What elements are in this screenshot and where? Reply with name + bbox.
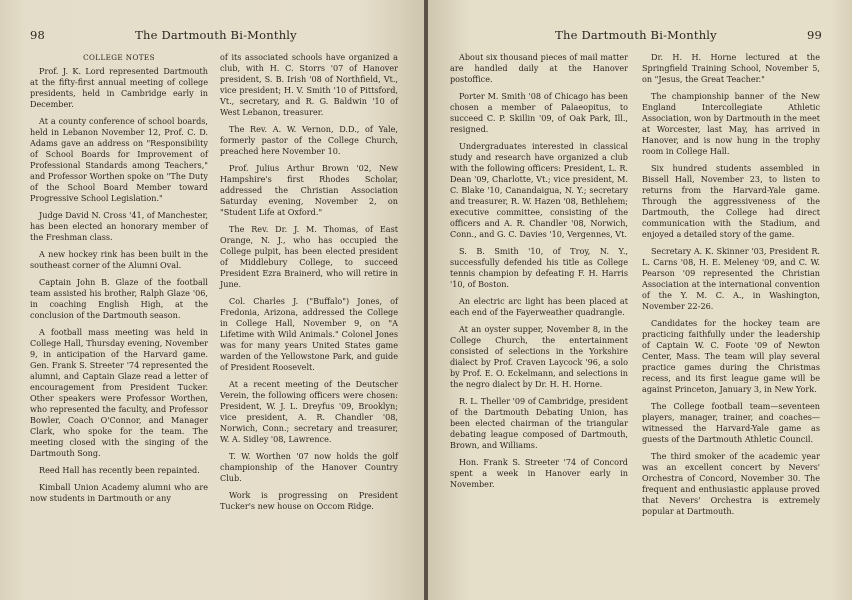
paragraph: Captain John B. Glaze of the football team assisted his brother, Ralph Glaze '06, in coaching English High, at the conclusion of the Dartmouth season.	[30, 277, 208, 320]
right-page-header	[450, 28, 822, 46]
paragraph: Prof. Julius Arthur Brown '02, New Hampshire's first Rhodes Scholar, addressed the Christian Association Saturday evening, November 2, on "Student Life at Oxford."	[220, 163, 398, 217]
right-column-2	[642, 52, 820, 523]
section-heading: COLLEGE NOTES	[83, 53, 155, 62]
paragraph: About six thousand pieces of mail matter are handled daily at the Hanover postoffice.	[450, 52, 628, 84]
paragraph: The Rev. A. W. Vernon, D.D., of Yale, formerly pastor of the College Church, preached here November 10.	[220, 124, 398, 156]
paragraph: Prof. J. K. Lord represented Dartmouth at the fifty-first annual meeting of college presidents, held in Cambridge early in December.	[30, 66, 208, 109]
right-column-1	[450, 52, 628, 496]
paragraph: S. B. Smith '10, of Troy, N. Y., successfully defended his title as College tennis champion by defeating F. H. Harris '10, of Boston.	[450, 246, 628, 289]
paragraph: A new hockey rink has been built in the southeast corner of the Alumni Oval.	[30, 249, 208, 270]
left-column-2	[220, 52, 398, 518]
right-page	[428, 0, 852, 600]
paragraph: T. W. Worthen '07 now holds the golf championship of the Hanover Country Club.	[220, 451, 398, 483]
paragraph: The Rev. Dr. J. M. Thomas, of East Orange, N. J., who has occupied the College pulpit, has been elected president of Middlebury College, to succeed President Ezra Brainerd, who will retire in June.	[220, 224, 398, 289]
left-page	[0, 0, 424, 600]
paragraph: Reed Hall has recently been repainted.	[39, 465, 200, 475]
paragraph: Judge David N. Cross '41, of Manchester, has been elected an honorary member of the Freshman class.	[30, 210, 208, 242]
paragraph: Work is progressing on President Tucker's new house on Occom Ridge.	[220, 490, 398, 511]
page-number: 98	[30, 28, 46, 42]
paragraph: An electric arc light has been placed at each end of the Fayerweather quadrangle.	[450, 296, 628, 317]
paragraph: Dr. H. H. Horne lectured at the Springfield Training School, November 5, on "Jesus, the Great Teacher."	[642, 52, 820, 84]
paragraph: The championship banner of the New England Intercollegiate Athletic Association, won by Dartmouth in the meet at Worcester, last May, has arrived in Hanover, and is now hung in the trophy room in College Hall.	[642, 91, 820, 156]
page-number: 99	[806, 28, 822, 42]
paragraph: At a recent meeting of the Deutscher Verein, the following officers were chosen: President, W. J. L. Dreyfus '09, Brooklyn; vice president, A. R. Chandler '08, Norwich, Conn.; secretary and treasurer, W. A. Sidley '08, Lawrence.	[220, 379, 398, 444]
paragraph: of its associated schools have organized a club, with H. C. Storrs '07 of Hanover president, S. B. Irish '08 of Northfield, Vt., vice president; H. V. Smith '10 of Pittsford, Vt., secretary, and R. G. Baldwin '10 of West Lebanon, treasurer.	[220, 52, 398, 117]
left-page-header	[30, 28, 402, 46]
paragraph: The third smoker of the academic year was an excellent concert by Nevers' Orchestra of Concord, November 30. The frequent and enthusiastic applause proved that Nevers' Orchestra is extremely popular at Dartmouth.	[642, 451, 820, 516]
paragraph: The College football team—seventeen players, manager, trainer, and coaches—witnessed the Harvard-Yale game as guests of the Dartmouth Athletic Council.	[642, 401, 820, 444]
paragraph: Porter M. Smith '08 of Chicago has been chosen a member of Palaeopitus, to succeed C. P. Skillin '09, of Oak Park, Ill., resigned.	[450, 91, 628, 134]
running-header: The Dartmouth Bi-Monthly	[135, 28, 297, 42]
paragraph: Six hundred students assembled in Bissell Hall, November 23, to listen to returns from the Harvard-Yale game. Through the aggressiveness of the Dartmouth, the College had direct communication with the Stadium, and enjoyed a detailed story of the game.	[642, 163, 820, 239]
paragraph: At an oyster supper, November 8, in the College Church, the entertainment consisted of selections in the Yorkshire dialect by Prof. Craven Laycock '96, a solo by Prof. E. O. Eckelmann, and selections in the negro dialect by Dr. H. H. Horne.	[450, 324, 628, 389]
paragraph: Secretary A. K. Skinner '03, President R. L. Carns '08, H. E. Meleney '09, and C. W. Pearson '09 represented the Christian Association at the international convention of the Y. M. C. A., in Washington, November 22-26.	[642, 246, 820, 311]
running-header: The Dartmouth Bi-Monthly	[555, 28, 717, 42]
paragraph: Hon. Frank S. Streeter '74 of Concord spent a week in Hanover early in November.	[450, 457, 628, 489]
paragraph: A football mass meeting was held in College Hall, Thursday evening, November 9, in anticipation of the Harvard game. Gen. Frank S. Streeter '74 represented the alumni, and Captain Glaze read a letter of encouragement from President Tucker. Other speakers were Professor Worthen, who represented the faculty, and Professor Bowler, Coach O'Connor, and Manager Clark, who spoke for the team. The meeting closed with the singing of the Dartmouth Song.	[30, 327, 208, 458]
paragraph: Col. Charles J. ("Buffalo") Jones, of Fredonia, Arizona, addressed the College in College Hall, November 9, on "A Lifetime with Wild Animals." Colonel Jones was for many years United States game warden of the Yellowstone Park, and guide of President Roosevelt.	[220, 296, 398, 372]
paragraph: Candidates for the hockey team are practicing faithfully under the leadership of Captain W. C. Foote '09 of Newton Center, Mass. The team will play several practice games during the Christmas recess, and its first league game will be against Princeton, January 3, in New York.	[642, 318, 820, 394]
paragraph: Undergraduates interested in classical study and research have organized a club with the following officers: President, L. R. Dean '09, Charlotte, Vt.; vice president, M. C. Blake '10, Canandaigua, N. Y.; secretary and treasurer, R. W. Hazen '08, Bethlehem; executive committee, consisting of the officers and A. R. Chandler '08, Norwich, Conn., and G. C. Davies '10, Vergennes, Vt.	[450, 141, 628, 239]
paragraph: Kimball Union Academy alumni who are now students in Dartmouth or any	[30, 482, 208, 503]
paragraph: R. L. Theller '09 of Cambridge, president of the Dartmouth Debating Union, has been elected chairman of the triangular debating league composed of Dartmouth, Brown, and Williams.	[450, 396, 628, 450]
paragraph: At a county conference of school boards, held in Lebanon November 12, Prof. C. D. Adams gave an address on "Responsibility of School Boards for Improvement of Professional Standards among Teachers," and Professor Worthen spoke on "The Duty of the School Board Member toward Progressive School Legislation."	[30, 116, 208, 203]
left-column-1	[30, 52, 208, 510]
